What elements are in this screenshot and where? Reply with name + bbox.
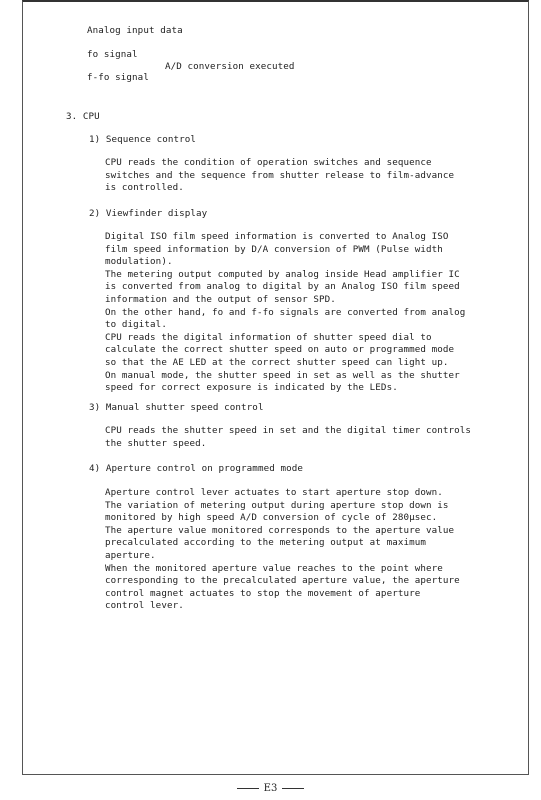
item-body-manual-shutter: CPU reads the shutter speed in set and the digital timer controls the shutter speed. [105,425,472,449]
page-footer [0,783,541,794]
item-heading-manual-shutter: 3) Manual shutter speed control [89,402,264,413]
item-heading-sequence-control: 1) Sequence control [89,134,196,145]
item-body-viewfinder-display: Digital ISO film speed information is converted to Analog ISO film speed information by D/A conversion of PWM (Pulse width modulation). The metering output computed by analog inside Head amplifier IC is converted from analog to digital by an Analog ISO film speed information and the output of sensor SPD. On the other hand, fo and f-fo signals are converted from analog to digital. CPU reads the digital information of shutter speed dial to calculate the correct shutter speed on auto or programmed mode so that the AE LED at the correct shutter speed can light up. On manual mode, the shutter speed in set as well as the shutter speed for correct exposure is indicated by the LEDs. [105,231,466,394]
ad-conversion-label: A/D conversion executed [165,61,295,72]
item-body-sequence-control: CPU reads the condition of operation switches and sequence switches and the sequence from shutter release to film-advance is controlled. [105,157,455,194]
footer-dash-left [237,788,259,789]
footer-dash-right [282,788,304,789]
analog-input-label: Analog input data [87,25,183,36]
item-body-aperture-control: Aperture control lever actuates to start aperture stop down. The variation of metering output during aperture stop down is monitored by high speed A/D conversion of cycle of 280μsec. The aperture value monitored corresponds to the aperture value precalculated according to the metering output at maximum aperture. When the monitored aperture value reaches to the point where corresponding to the precalculated aperture value, the aperture control magnet actuates to stop the movement of aperture control lever. [105,487,460,612]
ffo-signal-label: f-fo signal [87,72,149,83]
item-heading-aperture-control: 4) Aperture control on programmed mode [89,463,303,474]
page-number: E3 [263,783,278,794]
section-heading: 3. CPU [66,111,100,122]
fo-signal-label: fo signal [87,49,138,60]
item-heading-viewfinder-display: 2) Viewfinder display [89,208,208,219]
